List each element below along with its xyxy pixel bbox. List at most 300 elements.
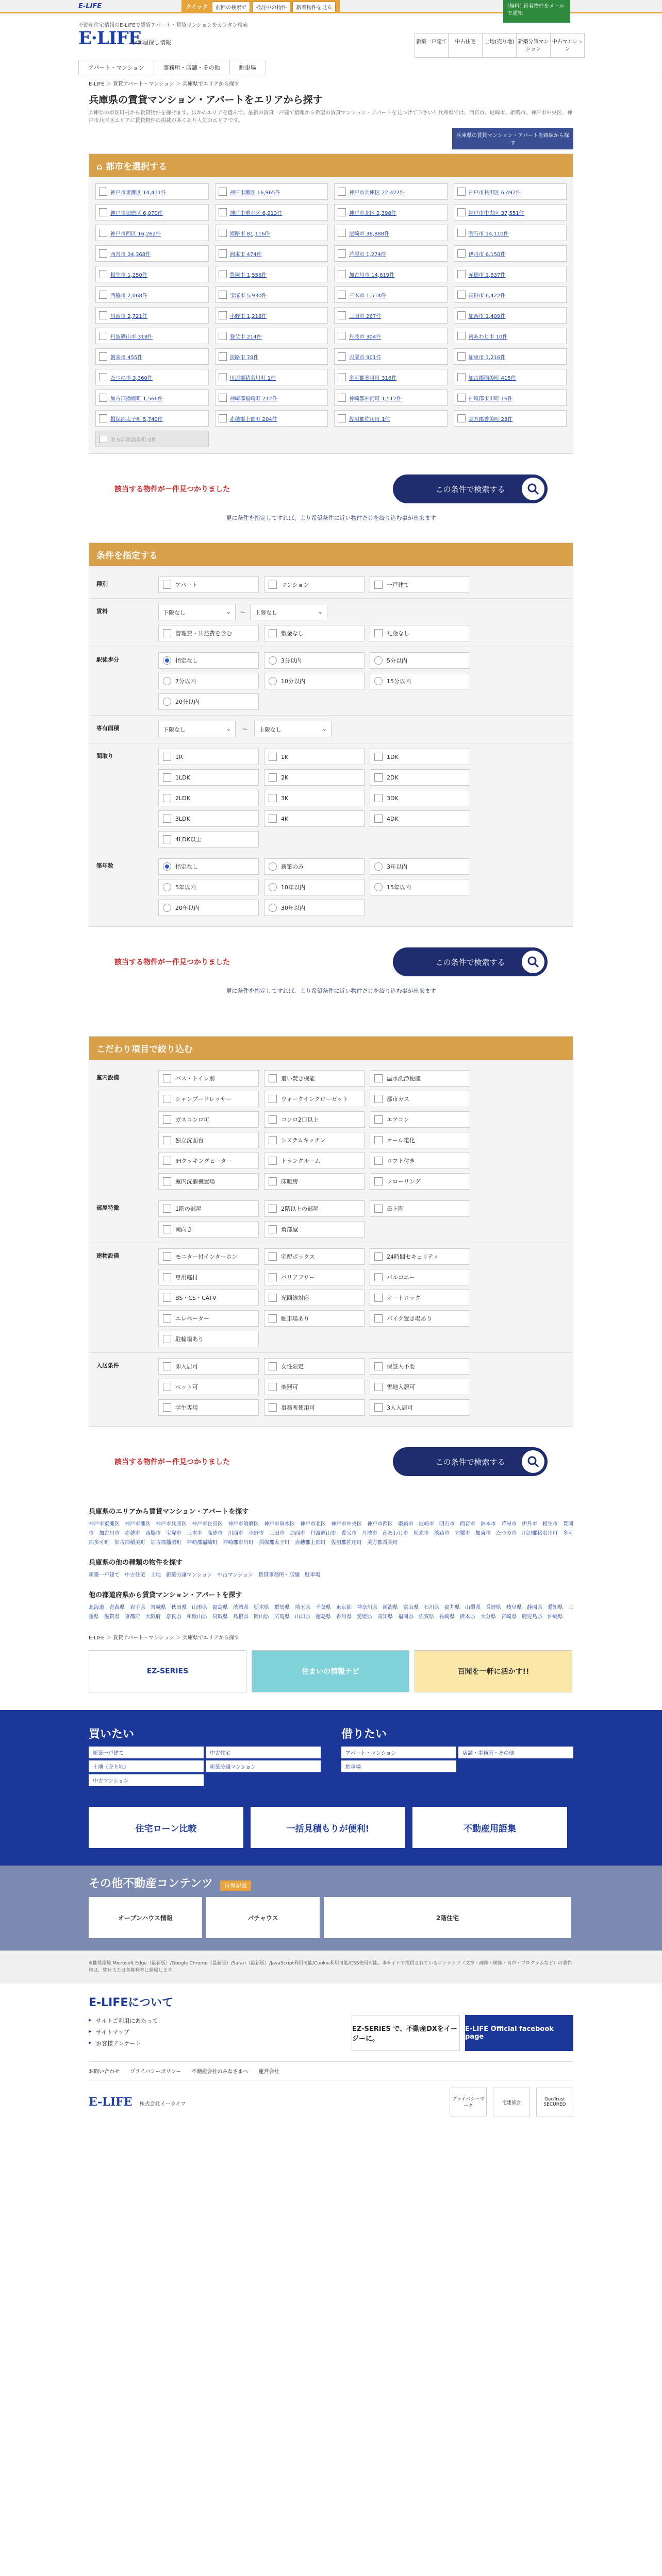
text-link[interactable]: 新築分譲マンション: [166, 1572, 212, 1578]
footer-link[interactable]: 不動産会社のみなさまへ: [191, 2069, 249, 2075]
text-link[interactable]: 鹿児島県: [522, 1614, 542, 1620]
text-link[interactable]: 沖縄県: [548, 1614, 563, 1620]
checkbox[interactable]: [219, 373, 227, 381]
text-link[interactable]: 洲本市: [481, 1521, 496, 1527]
checkbox[interactable]: [338, 373, 346, 381]
city-link[interactable]: 神崎郡神河町 1,512件: [349, 396, 402, 402]
text-link[interactable]: 川西市: [228, 1531, 243, 1536]
quick-button[interactable]: 前回の検索で: [212, 2, 250, 12]
checkbox-option[interactable]: [264, 1399, 365, 1416]
city-link[interactable]: 加東市 1,216件: [468, 354, 506, 361]
checkbox[interactable]: [269, 1157, 277, 1165]
radio-button[interactable]: [163, 883, 171, 891]
checkbox-option[interactable]: [158, 1310, 259, 1327]
checkbox[interactable]: [163, 1383, 171, 1391]
city-link[interactable]: 洲本市 474件: [229, 251, 262, 258]
checkbox[interactable]: [269, 1136, 277, 1144]
text-link[interactable]: 香川県: [336, 1614, 352, 1620]
city-checkbox[interactable]: [334, 410, 448, 427]
checkbox[interactable]: [374, 1074, 383, 1082]
footer-nav-link[interactable]: 中古住宅: [206, 1747, 321, 1758]
radio-button[interactable]: [269, 677, 277, 685]
checkbox-option[interactable]: [158, 1399, 259, 1416]
city-checkbox[interactable]: [454, 183, 567, 200]
checkbox-option[interactable]: [264, 1200, 365, 1217]
checkbox-option[interactable]: [158, 1111, 259, 1128]
station-search-button[interactable]: 兵庫県の賃貸マンション・アパートを路線から探す: [452, 128, 573, 149]
checkbox-option[interactable]: [370, 1153, 470, 1169]
checkbox[interactable]: [99, 270, 107, 278]
checkbox-option[interactable]: [264, 1269, 365, 1285]
checkbox[interactable]: [269, 1252, 277, 1261]
radio-option[interactable]: [158, 858, 259, 875]
radio-button[interactable]: [269, 862, 277, 871]
checkbox[interactable]: [163, 1115, 171, 1124]
city-checkbox[interactable]: [95, 348, 209, 365]
city-link[interactable]: 丹波市 304件: [349, 334, 382, 340]
site-logo[interactable]: E·LIFE: [78, 28, 141, 48]
text-link[interactable]: 北海道: [89, 1605, 104, 1611]
text-link[interactable]: 神戸市長田区: [192, 1521, 223, 1527]
text-link[interactable]: 栃木県: [254, 1605, 269, 1611]
checkbox[interactable]: [269, 1074, 277, 1082]
radio-option[interactable]: [264, 652, 365, 669]
association-seal-icon[interactable]: 宅建協会: [493, 2088, 530, 2116]
search-button[interactable]: [393, 947, 548, 976]
text-link[interactable]: 福島県: [212, 1605, 228, 1611]
city-link[interactable]: 多可郡多可町 316件: [349, 375, 397, 381]
checkbox[interactable]: [269, 1362, 277, 1370]
checkbox-option[interactable]: [264, 790, 365, 806]
checkbox[interactable]: [374, 1252, 383, 1261]
radio-option[interactable]: [158, 693, 259, 710]
text-link[interactable]: 富山県: [403, 1605, 419, 1611]
text-link[interactable]: 尼崎市: [419, 1521, 434, 1527]
text-link[interactable]: 揖保郡太子町: [259, 1540, 290, 1546]
footer-link[interactable]: お問い合わせ: [89, 2069, 120, 2075]
radio-button[interactable]: [374, 862, 383, 871]
text-link[interactable]: 高砂市: [207, 1531, 223, 1536]
text-link[interactable]: 赤穂市: [125, 1531, 140, 1536]
city-link[interactable]: 丹波篠山市 318件: [110, 334, 153, 340]
text-link[interactable]: 佐賀県: [419, 1614, 434, 1620]
checkbox-option[interactable]: [264, 810, 365, 827]
text-link[interactable]: 賃貸事務所・店舗: [258, 1572, 300, 1578]
checkbox-option[interactable]: [264, 1091, 365, 1107]
city-checkbox[interactable]: [454, 328, 567, 344]
city-checkbox[interactable]: [454, 266, 567, 282]
city-checkbox[interactable]: [334, 328, 448, 344]
text-link[interactable]: 佐用郡佐用町: [331, 1540, 362, 1546]
breadcrumb-bottom[interactable]: E-LIFE ＞ 賃貸アパート・マンション ＞ 兵庫県でエリアから探す: [89, 1635, 239, 1641]
checkbox[interactable]: [374, 1177, 383, 1185]
city-checkbox[interactable]: [95, 328, 209, 344]
text-link[interactable]: 加古郡稲美町: [114, 1540, 145, 1546]
city-link[interactable]: 尼崎市 36,888件: [349, 231, 390, 237]
checkbox-option[interactable]: [264, 1153, 365, 1169]
checkbox[interactable]: [269, 1383, 277, 1391]
text-link[interactable]: 新築一戸建て: [89, 1572, 120, 1578]
text-link[interactable]: 三田市: [269, 1531, 285, 1536]
city-link[interactable]: 神崎郡市川町 16件: [468, 396, 513, 402]
text-link[interactable]: 宝塚市: [166, 1531, 181, 1536]
text-link[interactable]: 駐車場: [305, 1572, 321, 1578]
text-link[interactable]: 山形県: [192, 1605, 207, 1611]
city-checkbox[interactable]: [334, 369, 448, 385]
rent-max-select[interactable]: [250, 604, 327, 620]
text-link[interactable]: 明石市: [439, 1521, 455, 1527]
city-link[interactable]: 淡路市 78件: [229, 354, 259, 361]
checkbox[interactable]: [163, 835, 171, 843]
city-checkbox[interactable]: [95, 389, 209, 406]
checkbox-option[interactable]: [370, 577, 470, 593]
checkbox[interactable]: [269, 1177, 277, 1185]
text-link[interactable]: 群馬県: [274, 1605, 290, 1611]
checkbox-option[interactable]: [264, 1358, 365, 1375]
checkbox[interactable]: [163, 1294, 171, 1302]
checkbox-option[interactable]: [370, 1200, 470, 1217]
text-link[interactable]: 愛媛県: [357, 1614, 372, 1620]
footer-banner[interactable]: 不動産用語集: [412, 1807, 567, 1848]
text-link[interactable]: 山梨県: [465, 1605, 481, 1611]
checkbox[interactable]: [163, 773, 171, 782]
area-min-select[interactable]: [158, 721, 236, 737]
radio-option[interactable]: [370, 673, 470, 689]
checkbox-option[interactable]: [158, 1379, 259, 1395]
checkbox[interactable]: [99, 229, 107, 237]
city-link[interactable]: 芦屋市 1,274件: [349, 251, 386, 258]
city-link[interactable]: 川辺郡猪名川町 1件: [229, 375, 276, 381]
checkbox[interactable]: [338, 332, 346, 340]
about-link[interactable]: ▸ サイトマップ: [89, 2026, 158, 2038]
radio-option[interactable]: [264, 879, 365, 895]
city-link[interactable]: 美方郡香美町 28件: [468, 416, 513, 422]
text-link[interactable]: 加古川市: [99, 1531, 120, 1536]
radio-option[interactable]: [264, 673, 365, 689]
checkbox[interactable]: [457, 414, 466, 422]
city-link[interactable]: 西脇市 2,068件: [110, 293, 147, 299]
text-link[interactable]: 加古郡播磨町: [151, 1540, 181, 1546]
checkbox[interactable]: [269, 753, 277, 761]
city-link[interactable]: 加古川市 14,619件: [349, 272, 395, 278]
footer-nav-link[interactable]: 新築分譲マンション: [206, 1760, 321, 1772]
radio-button[interactable]: [163, 904, 171, 912]
checkbox[interactable]: [269, 1115, 277, 1124]
checkbox[interactable]: [99, 373, 107, 381]
checkbox-option[interactable]: [370, 625, 470, 641]
checkbox[interactable]: [99, 435, 107, 443]
checkbox-option[interactable]: [264, 1221, 365, 1238]
checkbox[interactable]: [163, 1335, 171, 1343]
text-link[interactable]: 神戸市西区: [367, 1521, 393, 1527]
checkbox[interactable]: [163, 1177, 171, 1185]
text-link[interactable]: 愛知県: [548, 1605, 563, 1611]
nav-item[interactable]: 新築一戸建て: [415, 33, 449, 58]
city-checkbox[interactable]: [334, 183, 448, 200]
city-checkbox[interactable]: [95, 431, 209, 447]
checkbox[interactable]: [99, 394, 107, 402]
city-link[interactable]: たつの市 3,360件: [110, 375, 153, 381]
radio-button[interactable]: [163, 862, 171, 871]
subnav-item[interactable]: アパート・マンション: [78, 60, 154, 75]
footer-link[interactable]: 運営会社: [258, 2069, 279, 2075]
checkbox[interactable]: [269, 815, 277, 823]
checkbox[interactable]: [163, 629, 171, 637]
city-link[interactable]: 川西市 2,721件: [110, 313, 147, 319]
checkbox[interactable]: [269, 1095, 277, 1103]
checkbox[interactable]: [374, 1273, 383, 1281]
city-checkbox[interactable]: [334, 389, 448, 406]
city-link[interactable]: 三木市 1,514件: [349, 293, 386, 299]
checkbox[interactable]: [374, 1403, 383, 1412]
checkbox-option[interactable]: [158, 1091, 259, 1107]
checkbox[interactable]: [374, 1115, 383, 1124]
nav-item[interactable]: 中古マンション: [551, 33, 585, 58]
city-checkbox[interactable]: [215, 307, 328, 324]
text-link[interactable]: 芦屋市: [501, 1521, 517, 1527]
city-link[interactable]: 相生市 1,250件: [110, 272, 147, 278]
checkbox[interactable]: [269, 1225, 277, 1233]
city-checkbox[interactable]: [215, 225, 328, 241]
text-link[interactable]: 三重県: [89, 1605, 573, 1620]
checkbox-option[interactable]: [264, 577, 365, 593]
checkbox[interactable]: [269, 581, 277, 589]
city-checkbox[interactable]: [454, 410, 567, 427]
checkbox-option[interactable]: [370, 1111, 470, 1128]
text-link[interactable]: 神戸市須磨区: [228, 1521, 259, 1527]
radio-button[interactable]: [163, 677, 171, 685]
checkbox[interactable]: [163, 1205, 171, 1213]
city-link[interactable]: 南あわじ市 10件: [468, 334, 508, 340]
checkbox-option[interactable]: [264, 1111, 365, 1128]
text-link[interactable]: 丹波市: [362, 1531, 377, 1536]
text-link[interactable]: 小野市: [249, 1531, 264, 1536]
city-checkbox[interactable]: [215, 369, 328, 385]
checkbox-option[interactable]: [158, 1153, 259, 1169]
checkbox[interactable]: [269, 1273, 277, 1281]
text-link[interactable]: 加西市: [290, 1531, 305, 1536]
checkbox-option[interactable]: [158, 1173, 259, 1190]
checkbox[interactable]: [374, 1205, 383, 1213]
text-link[interactable]: 美方郡香美町: [367, 1540, 398, 1546]
checkbox[interactable]: [219, 311, 227, 319]
checkbox-option[interactable]: [370, 790, 470, 806]
checkbox[interactable]: [269, 1205, 277, 1213]
city-link[interactable]: 神崎郡福崎町 212件: [229, 396, 277, 402]
checkbox[interactable]: [219, 229, 227, 237]
text-link[interactable]: 高知県: [377, 1614, 393, 1620]
text-link[interactable]: 京都府: [125, 1614, 140, 1620]
city-link[interactable]: 西宮市 34,368件: [110, 251, 151, 258]
search-button[interactable]: [393, 474, 548, 503]
checkbox[interactable]: [99, 208, 107, 216]
text-link[interactable]: 宍粟市: [455, 1531, 470, 1536]
checkbox-option[interactable]: [264, 1290, 365, 1306]
checkbox-option[interactable]: [264, 749, 365, 765]
checkbox-option[interactable]: [158, 1290, 259, 1306]
city-checkbox[interactable]: [454, 204, 567, 221]
city-checkbox[interactable]: [454, 307, 567, 324]
checkbox[interactable]: [374, 629, 383, 637]
checkbox[interactable]: [374, 1314, 383, 1323]
checkbox[interactable]: [457, 291, 466, 299]
checkbox[interactable]: [457, 208, 466, 216]
checkbox[interactable]: [338, 291, 346, 299]
checkbox[interactable]: [374, 794, 383, 802]
checkbox-option[interactable]: [370, 1310, 470, 1327]
checkbox[interactable]: [338, 270, 346, 278]
text-link[interactable]: 島根県: [233, 1614, 249, 1620]
rent-min-select[interactable]: [158, 604, 236, 620]
city-checkbox[interactable]: [95, 307, 209, 324]
text-link[interactable]: 千葉県: [316, 1605, 331, 1611]
checkbox-option[interactable]: [158, 1331, 259, 1347]
radio-option[interactable]: [158, 900, 259, 916]
city-link[interactable]: 姫路市 81,116件: [229, 231, 270, 237]
checkbox[interactable]: [99, 311, 107, 319]
text-link[interactable]: 茨城県: [233, 1605, 249, 1611]
checkbox[interactable]: [338, 352, 346, 361]
city-checkbox[interactable]: [215, 204, 328, 221]
text-link[interactable]: 三木市: [187, 1531, 202, 1536]
text-link[interactable]: 豊岡市: [89, 1521, 573, 1536]
checkbox[interactable]: [269, 794, 277, 802]
checkbox[interactable]: [374, 1157, 383, 1165]
text-link[interactable]: 神戸市東灘区: [89, 1521, 120, 1527]
text-link[interactable]: 南あわじ市: [383, 1531, 408, 1536]
text-link[interactable]: 鳥取県: [212, 1614, 228, 1620]
nav-item[interactable]: 新築分譲マンション: [517, 33, 551, 58]
city-checkbox[interactable]: [95, 266, 209, 282]
checkbox[interactable]: [219, 249, 227, 258]
text-link[interactable]: 多可郡多可町: [89, 1531, 573, 1546]
checkbox[interactable]: [219, 394, 227, 402]
checkbox-option[interactable]: [158, 1358, 259, 1375]
text-link[interactable]: 伊丹市: [522, 1521, 537, 1527]
city-link[interactable]: 神戸市東灘区 14,411件: [110, 190, 167, 196]
radio-option[interactable]: [158, 673, 259, 689]
city-checkbox[interactable]: [215, 266, 328, 282]
city-link[interactable]: 小野市 1,218件: [229, 313, 267, 319]
city-checkbox[interactable]: [334, 225, 448, 241]
checkbox[interactable]: [269, 1403, 277, 1412]
checkbox-option[interactable]: [370, 810, 470, 827]
checkbox[interactable]: [163, 1314, 171, 1323]
city-link[interactable]: 朝来市 455件: [110, 354, 143, 361]
text-link[interactable]: 埼玉県: [295, 1605, 310, 1611]
checkbox-option[interactable]: [158, 577, 259, 593]
text-link[interactable]: 岩手県: [130, 1605, 145, 1611]
checkbox[interactable]: [163, 815, 171, 823]
checkbox[interactable]: [163, 1362, 171, 1370]
text-link[interactable]: 大分県: [481, 1614, 496, 1620]
text-link[interactable]: 新潟県: [383, 1605, 398, 1611]
city-checkbox[interactable]: [454, 286, 567, 303]
text-link[interactable]: 神崎郡市川町: [223, 1540, 254, 1546]
city-link[interactable]: 神戸市北区 2,398件: [349, 210, 396, 216]
other-banner[interactable]: オープンハウス情報: [89, 1897, 202, 1938]
city-link[interactable]: 神戸市灘区 16,965件: [229, 190, 280, 196]
checkbox[interactable]: [374, 1095, 383, 1103]
city-checkbox[interactable]: [215, 183, 328, 200]
city-link[interactable]: 明石市 14,110件: [468, 231, 509, 237]
text-link[interactable]: 福岡県: [398, 1614, 413, 1620]
radio-button[interactable]: [269, 904, 277, 912]
nav-item[interactable]: 土地(売り地): [483, 33, 517, 58]
city-link[interactable]: 美方郡新温泉町 0件: [110, 437, 157, 443]
checkbox[interactable]: [163, 1225, 171, 1233]
subnav-item[interactable]: 駐車場: [229, 60, 266, 75]
quick-button[interactable]: 新着物件を見る: [292, 2, 336, 12]
checkbox-option[interactable]: [158, 1269, 259, 1285]
checkbox[interactable]: [219, 332, 227, 340]
checkbox[interactable]: [374, 753, 383, 761]
checkbox-option[interactable]: [158, 769, 259, 786]
checkbox[interactable]: [163, 1273, 171, 1281]
text-link[interactable]: 山口県: [295, 1614, 310, 1620]
signup-button[interactable]: [無料] 新着物件をメールで通知: [503, 0, 570, 23]
text-link[interactable]: 土地: [151, 1572, 161, 1578]
text-link[interactable]: 奈良県: [166, 1614, 181, 1620]
checkbox-option[interactable]: [158, 1221, 259, 1238]
checkbox[interactable]: [457, 352, 466, 361]
text-link[interactable]: 和歌山県: [187, 1614, 207, 1620]
text-link[interactable]: 滋賀県: [104, 1614, 120, 1620]
city-link[interactable]: 豊岡市 1,556件: [229, 272, 267, 278]
city-checkbox[interactable]: [95, 245, 209, 262]
footer-banner[interactable]: 一括見積もりが便利!: [251, 1807, 405, 1848]
text-link[interactable]: 長野県: [486, 1605, 501, 1611]
radio-button[interactable]: [269, 656, 277, 665]
city-link[interactable]: 三田市 267件: [349, 313, 382, 319]
city-link[interactable]: 養父市 214件: [229, 334, 262, 340]
about-link[interactable]: ▸ お客様アンケート: [89, 2038, 158, 2049]
text-link[interactable]: 宮崎県: [501, 1614, 517, 1620]
checkbox-option[interactable]: [370, 1269, 470, 1285]
area-max-select[interactable]: [254, 721, 332, 737]
checkbox-option[interactable]: [370, 1290, 470, 1306]
checkbox-option[interactable]: [370, 1070, 470, 1087]
subnav-item[interactable]: 事務所・店舗・その他: [154, 60, 230, 75]
checkbox[interactable]: [163, 1074, 171, 1082]
radio-option[interactable]: [370, 879, 470, 895]
city-checkbox[interactable]: [95, 183, 209, 200]
ad-banner[interactable]: EZ-SERIES: [89, 1650, 246, 1692]
checkbox[interactable]: [99, 414, 107, 422]
checkbox-option[interactable]: [158, 625, 259, 641]
city-checkbox[interactable]: [454, 225, 567, 241]
text-link[interactable]: 岡山県: [254, 1614, 269, 1620]
checkbox-option[interactable]: [370, 1358, 470, 1375]
text-link[interactable]: 石川県: [424, 1605, 439, 1611]
city-checkbox[interactable]: [454, 245, 567, 262]
checkbox-option[interactable]: [370, 1248, 470, 1265]
radio-button[interactable]: [163, 656, 171, 665]
checkbox[interactable]: [338, 249, 346, 258]
city-link[interactable]: 神戸市長田区 6,492件: [468, 190, 521, 196]
footer-nav-link[interactable]: 新築一戸建て: [89, 1747, 204, 1758]
city-link[interactable]: 赤穂市 1,837件: [468, 272, 506, 278]
checkbox[interactable]: [269, 773, 277, 782]
footer-nav-link[interactable]: 土地（売り地）: [89, 1760, 204, 1772]
text-link[interactable]: 中古マンション: [217, 1572, 254, 1578]
text-link[interactable]: 養父市: [341, 1531, 357, 1536]
radio-button[interactable]: [374, 677, 383, 685]
checkbox[interactable]: [457, 332, 466, 340]
city-checkbox[interactable]: [215, 410, 328, 427]
checkbox-option[interactable]: [264, 1310, 365, 1327]
text-link[interactable]: 岐阜県: [506, 1605, 522, 1611]
